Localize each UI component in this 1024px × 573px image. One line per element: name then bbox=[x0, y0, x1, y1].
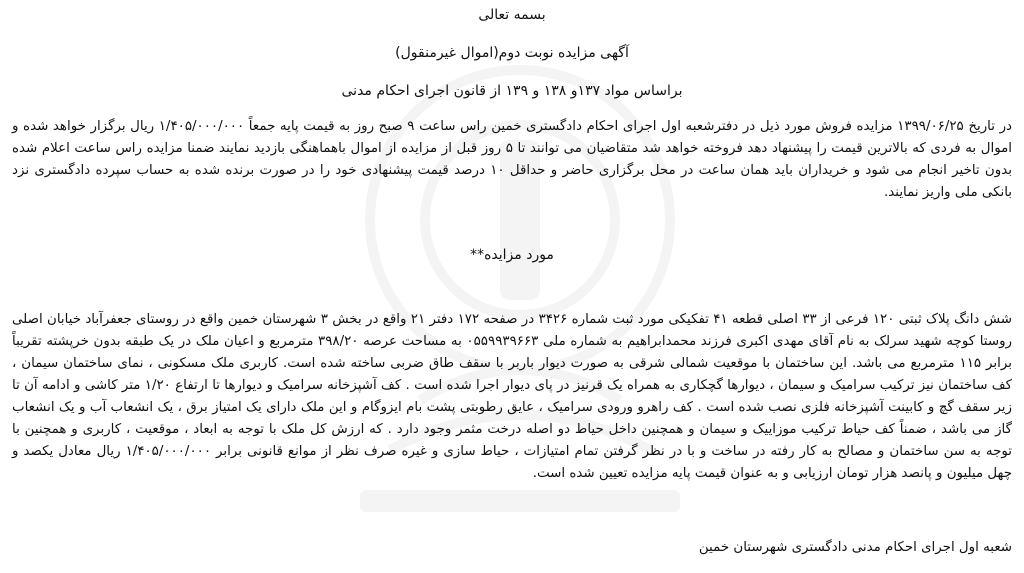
bismillah-heading: بسمه تعالی bbox=[478, 7, 546, 23]
notice-title: آگهی مزایده نوبت دوم(اموال غیرمنقول) bbox=[395, 45, 629, 61]
property-description-paragraph: شش دانگ پلاک ثبتی ۱۲۰ فرعی از ۳۳ اصلی قطعه ۴۱ تفکیکی مورد ثبت شماره ۳۴۲۶ در صفحه ۱۷۲ دفتر ۲۱ واقع در بخش ۳ شهرستان خمین واقع در روستای جعفرآباد خیابان اصلی روستا کوچه شهید سرلک به نام آقای مهدی اکبری فرزند محمدابراهیم به شماره ملی ۰۵۵۹۹۳۹۶۶۳ به مساحت عرصه ۳۹۸/۲۰ مترمربع و اعیان ملک در یک طبقه بدون خرپشته تقریباً برابر ۱۱۵ مترمربع می باشد. این ساختمان با موقعیت شمالی شرقی به صورت دیوار باربر با سقف طاق ضربی ساخته شده است. کاربری ملک مسکونی ، نمای ساختمان سیمان ، کف ساختمان نیز ترکیب سرامیک و سیمان ، دیوارها گچکاری به همراه یک قرنیز در پای دیوار اجرا شده است . کف آشپزخانه سرامیک و دیوارها تا ارتفاع ۱/۲۰ متر کاشی و ادامه آن تا زیر سقف گچ و کابینت آشپزخانه فلزی نصب شده است . کف راهرو ورودی سرامیک ، عایق رطوبتی پشت بام ایزوگام و این ملک دارای یک امتیاز برق ، یک انشعاب آب و یک انشعاب گاز می باشد ، ضمناً کف حیاط ترکیب موزاییک و سیمان و همچنین داخل حیاط دو اصله درخت مثمر وجود دارد . که ارزش کل ملک با توجه به ابعاد ، موقعیت ، کاربری و همچنین با توجه به سن ساختمان و مصالح به کار رفته در ساخت و با در نظر گرفتن تمام امتیازات ، حیاط سازی و غیره صرف نظر از موانع قانونی برابر ۱/۴۰۵/۰۰۰/۰۰۰ ریال معادل یکصد و چهل میلیون و پانصد هزار تومان ارزیابی و به عنوان قیمت پایه مزایده تعیین شده است. bbox=[12, 312, 1013, 481]
section-title: مورد مزایده** bbox=[470, 247, 554, 263]
intro-paragraph: در تاریخ ۱۳۹۹/۰۶/۲۵ مزایده فروش مورد ذیل در دفترشعبه اول اجرای احکام دادگستری خمین راس ساعت ۹ صبح روز به قیمت پایه جمعاً ۱/۴۰۵/۰۰۰/۰۰۰ ریال برگزار خواهد شده و اموال به فردی که بالاترین قیمت را پیشنهاد دهد فروخته خواهد شد متقاضیان می توانند تا ۵ روز قبل از مزایده از اموال باهماهنگی بازدید نمایند ضمنا مزایده راس ساعت اعلام شده بدون تاخیر انجام می شود و خریداران باید همان ساعت در محل برگزاری حاضر و حداقل ۱۰ درصد قیمت پیشنهادی خود را در صورت برنده شده به حساب سپرده دادگستری نزد بانکی ملی واریز نمایند. bbox=[12, 119, 1013, 200]
notice-page bbox=[12, 0, 1012, 573]
issuer-signature: شعبه اول اجرای احکام مدنی دادگستری شهرستان خمین bbox=[698, 540, 1012, 555]
legal-basis-line: براساس مواد ۱۳۷و ۱۳۸ و ۱۳۹ از قانون اجرای احکام مدنی bbox=[341, 83, 683, 99]
